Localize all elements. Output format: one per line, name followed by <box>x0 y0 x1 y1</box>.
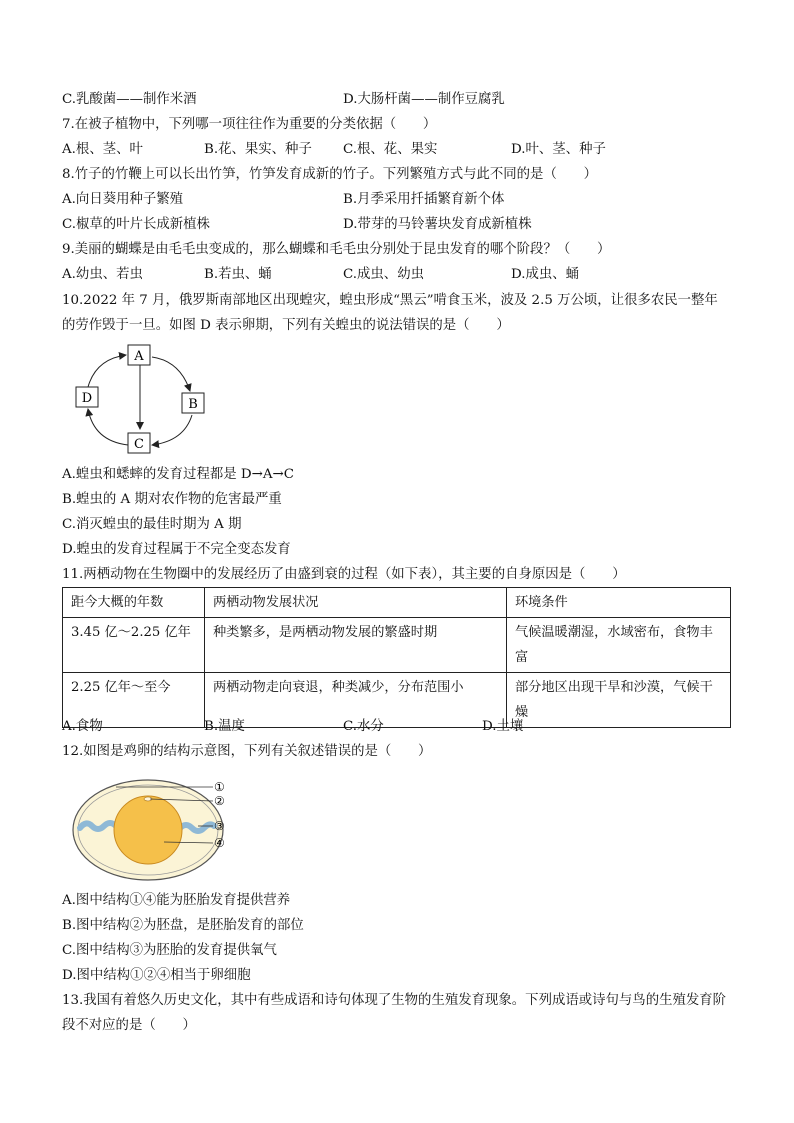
egg-structure-diagram <box>68 776 238 884</box>
q6-option-c: C.乳酸菌——制作米酒 <box>62 92 197 107</box>
q7-stem: 7.在被子植物中，下列哪一项往往作为重要的分类依据（ ） <box>62 117 437 132</box>
q10-option-d: D.蝗虫的发育过程属于不完全变态发育 <box>62 542 291 557</box>
q8-option-a: A.向日葵用种子繁殖 <box>62 192 184 207</box>
q10-option-a: A.蝗虫和蟋蟀的发育过程都是 D→A→C <box>62 467 294 482</box>
stage-b-label: B <box>188 397 198 412</box>
table-cell: 部分地区出现干旱和沙漠，气候干燥 <box>507 673 731 728</box>
q7-option-a: A.根、茎、叶 <box>62 142 143 157</box>
q8-option-b: B.月季采用扦插繁育新个体 <box>343 192 505 207</box>
q8-option-c: C.椒草的叶片长成新植株 <box>62 217 210 232</box>
q12-stem: 12.如图是鸡卵的结构示意图，下列有关叙述错误的是（ ） <box>62 744 432 759</box>
q10-option-c: C.消灭蝗虫的最佳时期为 A 期 <box>62 517 242 532</box>
q7-option-c: C.根、花、果实 <box>343 142 438 157</box>
stage-d-label: D <box>81 391 93 406</box>
table-cell: 两栖动物走向衰退，种类减少，分布范围小 <box>205 673 507 728</box>
q11-option-a: A.食物 <box>62 719 103 734</box>
label-4: ④ <box>214 836 225 850</box>
table-row <box>63 618 731 673</box>
q12-option-b: B.图中结构②为胚盘，是胚胎发育的部位 <box>62 918 304 933</box>
q10-option-b: B.蝗虫的 A 期对农作物的危害最严重 <box>62 492 282 507</box>
table-cell: 2.25 亿年～至今 <box>63 673 205 728</box>
q8-option-d: D.带芽的马铃薯块发育成新植株 <box>343 217 532 232</box>
table-header-row <box>63 588 731 618</box>
q8-stem: 8.竹子的竹鞭上可以长出竹笋，竹笋发育成新的竹子。下列繁殖方式与此不同的是（ ） <box>62 167 598 182</box>
q9-option-d: D.成虫、蛹 <box>511 267 580 282</box>
label-2: ② <box>214 794 225 808</box>
label-1: ① <box>214 780 225 794</box>
arrow-c-to-d <box>88 409 128 445</box>
q9-option-a: A.幼虫、若虫 <box>62 267 143 282</box>
stage-a-label: A <box>134 349 144 364</box>
q12-option-c: C.图中结构③为胚胎的发育提供氧气 <box>62 943 277 958</box>
stage-c-label: C <box>134 437 144 452</box>
label-3: ③ <box>214 819 225 833</box>
q9-stem: 9.美丽的蝴蝶是由毛毛虫变成的，那么蝴蝶和毛毛虫分别处于昆虫发育的哪个阶段？（ ） <box>62 242 611 257</box>
q10-stem: 10.2022 年 7 月，俄罗斯南部地区出现蝗灾，蝗虫形成“黑云”啃食玉米，波及 2.5 万公顷，让很多农民一整年的劳作毁于一旦。如图 D 表示卵期，下列有关蝗虫的说法错误的是（ ） <box>62 293 718 333</box>
q7-option-d: D.叶、茎、种子 <box>511 142 606 157</box>
table-header-cell: 两栖动物发展状况 <box>205 588 507 618</box>
amphibian-history-table <box>62 587 731 728</box>
table-cell: 3.45 亿～2.25 亿年 <box>63 618 205 673</box>
q7-option-b: B.花、果实、种子 <box>204 142 312 157</box>
table-row <box>63 673 731 728</box>
q9-option-b: B.若虫、蛹 <box>204 267 272 282</box>
q12-option-a: A.图中结构①④能为胚胎发育提供营养 <box>62 893 291 908</box>
table-cell: 气候温暖潮湿，水域密布，食物丰富 <box>507 618 731 673</box>
arrow-d-to-a <box>88 355 126 387</box>
q9-option-c: C.成虫、幼虫 <box>343 267 424 282</box>
q6-option-d: D.大肠杆菌——制作豆腐乳 <box>343 92 505 107</box>
arrow-a-to-b <box>152 357 190 391</box>
q13-stem: 13.我国有着悠久历史文化，其中有些成语和诗句体现了生物的生殖发育现象。下列成语或诗句与鸟的生殖发育阶段不对应的是（ ） <box>62 993 727 1033</box>
q12-option-d: D.图中结构①②④相当于卵细胞 <box>62 968 251 983</box>
q11-option-d: D.土壤 <box>482 719 524 734</box>
locust-life-cycle-diagram <box>70 343 215 458</box>
q11-option-c: C.水分 <box>343 719 384 734</box>
table-header-cell: 环境条件 <box>507 588 731 618</box>
q11-option-b: B.温度 <box>204 719 245 734</box>
table-header-cell: 距今大概的年数 <box>63 588 205 618</box>
table-cell: 种类繁多，是两栖动物发展的繁盛时期 <box>205 618 507 673</box>
q11-stem: 11.两栖动物在生物圈中的发展经历了由盛到衰的过程（如下表），其主要的自身原因是（ ） <box>62 567 626 582</box>
arrow-b-to-c <box>152 415 192 445</box>
yolk <box>114 796 182 864</box>
